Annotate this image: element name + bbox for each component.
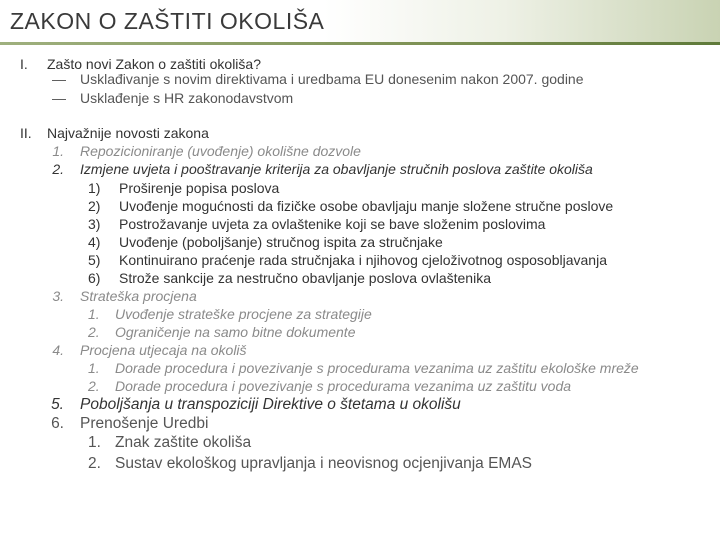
section-2-heading: Najvažnije novosti zakona bbox=[47, 125, 209, 141]
subitem-text: Kontinuirano praćenje rada stručnjaka i njihovog cjeloživotnog osposobljavanja bbox=[119, 252, 607, 268]
item-text: Strateška procjena bbox=[80, 288, 197, 304]
subitem-text: Postrožavanje uvjeta za ovlaštenike koji se bave složenim poslovima bbox=[119, 216, 546, 232]
item-number: 5. bbox=[51, 396, 64, 413]
item-text: Repozicioniranje (uvođenje) okolišne dozvole bbox=[80, 143, 361, 159]
subitem-number: 1. bbox=[88, 306, 100, 322]
subitem-text: Znak zaštite okoliša bbox=[115, 434, 252, 451]
subitem-number: 2. bbox=[88, 455, 101, 472]
section-1-marker: I. bbox=[20, 56, 28, 72]
title-divider bbox=[0, 42, 720, 45]
slide-title: ZAKON O ZAŠTITI OKOLIŠA bbox=[10, 8, 325, 34]
subitem-number: 1) bbox=[88, 180, 101, 196]
subitem-text: Ograničenje na samo bitne dokumente bbox=[115, 324, 356, 340]
item-number: 6. bbox=[51, 415, 64, 432]
item-number: 2. bbox=[52, 161, 64, 177]
section-2-marker: II. bbox=[20, 125, 32, 141]
item-number: 1. bbox=[52, 143, 64, 159]
bullet-text: Usklađivanje s novim direktivama i uredbama EU donesenim nakon 2007. godine bbox=[80, 71, 584, 87]
subitem-text: Uvođenje (poboljšanje) stručnog ispita za stručnjake bbox=[119, 234, 443, 250]
subitem-number: 6) bbox=[88, 270, 101, 286]
subitem-text: Uvođenje mogućnosti da fizičke osobe obavljaju manje složene stručne poslove bbox=[119, 198, 614, 214]
subitem-number: 1. bbox=[88, 360, 100, 376]
subitem-text: Sustav ekološkog upravljanja i neovisnog ocjenjivanja EMAS bbox=[115, 455, 533, 472]
item-text: Izmjene uvjeta i pooštravanje kriterija za obavljanje stručnih poslova zaštite okoliša bbox=[80, 161, 593, 177]
subitem-text: Dorade procedura i povezivanje s procedurama vezanima uz zaštitu ekološke mreže bbox=[115, 360, 639, 376]
item-number: 4. bbox=[52, 342, 64, 358]
subitem-number: 2. bbox=[88, 378, 100, 394]
subitem-number: 1. bbox=[88, 434, 101, 451]
subitem-text: Strože sankcije za nestručno obavljanje poslova ovlaštenika bbox=[119, 270, 491, 286]
bullet-marker: — bbox=[52, 90, 66, 106]
subitem-text: Dorade procedura i povezivanje s procedurama vezanima uz zaštitu voda bbox=[115, 378, 572, 394]
subitem-number: 5) bbox=[88, 252, 101, 268]
item-text: Poboljšanja u transpoziciji Direktive o štetama u okolišu bbox=[80, 396, 461, 413]
item-number: 3. bbox=[52, 288, 64, 304]
subitem-number: 4) bbox=[88, 234, 101, 250]
section-1-heading: Zašto novi Zakon o zaštiti okoliša? bbox=[47, 56, 261, 72]
bullet-text: Usklađenje s HR zakonodavstvom bbox=[80, 90, 294, 106]
subitem-number: 2. bbox=[88, 324, 100, 340]
subitem-text: Uvođenje strateške procjene za strategije bbox=[115, 306, 372, 322]
item-text: Procjena utjecaja na okoliš bbox=[80, 342, 247, 358]
subitem-number: 2) bbox=[88, 198, 101, 214]
subitem-text: Proširenje popisa poslova bbox=[119, 180, 280, 196]
item-text: Prenošenje Uredbi bbox=[80, 415, 209, 432]
bullet-marker: — bbox=[52, 71, 66, 87]
subitem-number: 3) bbox=[88, 216, 101, 232]
